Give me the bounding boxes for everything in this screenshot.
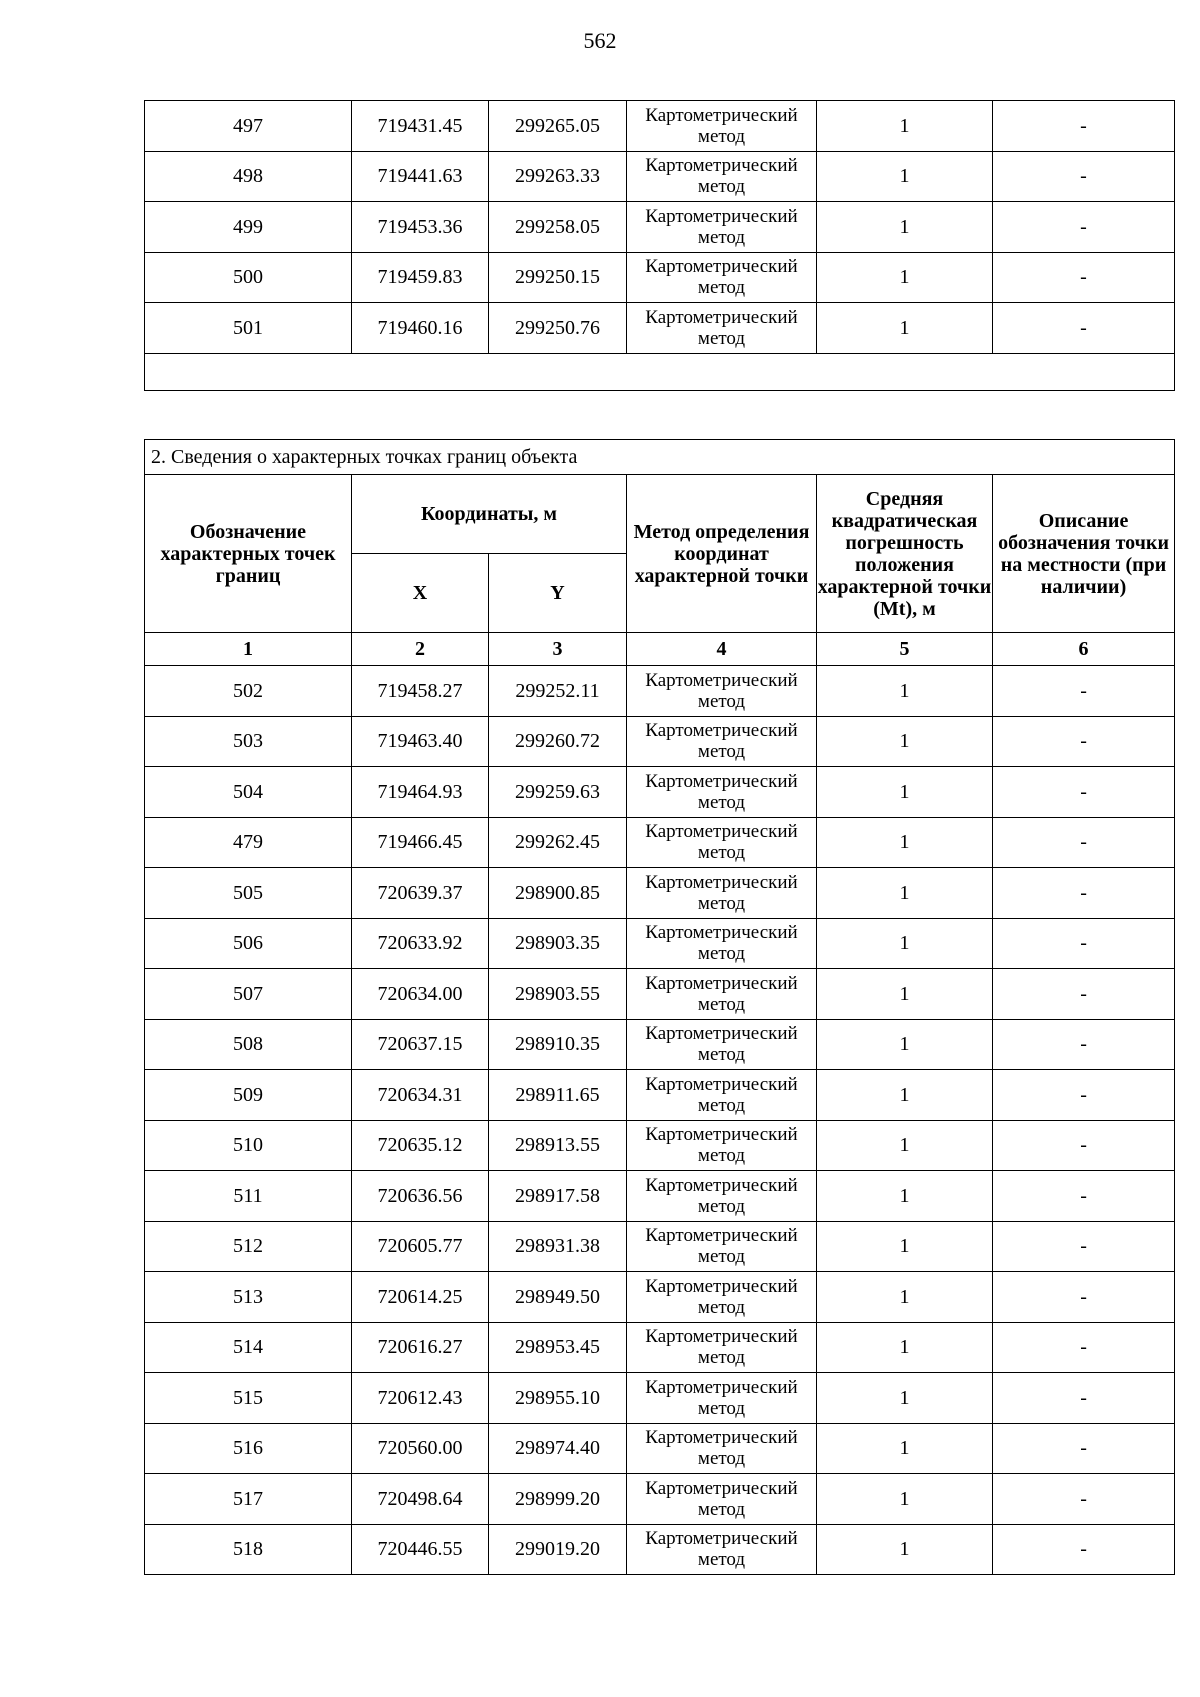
x-cell: 720635.12 — [352, 1120, 489, 1171]
method-cell: Картометрический метод — [627, 1120, 817, 1171]
table-row — [145, 101, 1175, 152]
table-row — [145, 666, 1175, 717]
mt-cell: 1 — [817, 101, 993, 152]
x-cell: 720605.77 — [352, 1221, 489, 1272]
method-cell: Картометрический метод — [627, 101, 817, 152]
point-cell: 502 — [145, 666, 352, 717]
y-cell: 298931.38 — [489, 1221, 627, 1272]
coordinates-table-continued — [144, 100, 1175, 391]
desc-cell: - — [993, 666, 1175, 717]
table-row — [145, 1474, 1175, 1525]
table-row — [145, 918, 1175, 969]
y-cell: 298911.65 — [489, 1070, 627, 1121]
desc-cell: - — [993, 101, 1175, 152]
mt-cell: 1 — [817, 1322, 993, 1373]
point-cell: 506 — [145, 918, 352, 969]
y-cell: 298900.85 — [489, 868, 627, 919]
desc-cell: - — [993, 1221, 1175, 1272]
y-cell: 298949.50 — [489, 1272, 627, 1323]
method-cell: Картометрический метод — [627, 1070, 817, 1121]
header-mt: Средняя квадратическая погрешность положения характерной точки (Mt), м — [817, 475, 993, 633]
point-cell: 500 — [145, 252, 352, 303]
column-number: 5 — [817, 633, 993, 666]
desc-cell: - — [993, 1019, 1175, 1070]
method-cell: Картометрический метод — [627, 1524, 817, 1575]
desc-cell: - — [993, 969, 1175, 1020]
point-cell: 511 — [145, 1171, 352, 1222]
mt-cell: 1 — [817, 1171, 993, 1222]
page-number: 562 — [583, 28, 617, 53]
table-body — [145, 666, 1175, 1575]
method-cell: Картометрический метод — [627, 303, 817, 354]
mt-cell: 1 — [817, 1373, 993, 1424]
x-cell: 720634.31 — [352, 1070, 489, 1121]
y-cell: 298913.55 — [489, 1120, 627, 1171]
mt-cell: 1 — [817, 666, 993, 717]
x-cell: 719464.93 — [352, 767, 489, 818]
method-cell: Картометрический метод — [627, 666, 817, 717]
mt-cell: 1 — [817, 252, 993, 303]
desc-cell: - — [993, 303, 1175, 354]
x-cell: 720446.55 — [352, 1524, 489, 1575]
table-row — [145, 252, 1175, 303]
x-cell: 720560.00 — [352, 1423, 489, 1474]
section-title: 2. Сведения о характерных точках границ объекта — [145, 440, 1175, 475]
method-cell: Картометрический метод — [627, 767, 817, 818]
point-cell: 512 — [145, 1221, 352, 1272]
table-body — [145, 101, 1175, 391]
method-cell: Картометрический метод — [627, 1019, 817, 1070]
point-cell: 514 — [145, 1322, 352, 1373]
mt-cell: 1 — [817, 1272, 993, 1323]
y-cell: 298910.35 — [489, 1019, 627, 1070]
table-row — [145, 817, 1175, 868]
point-cell: 479 — [145, 817, 352, 868]
point-cell: 507 — [145, 969, 352, 1020]
column-number: 6 — [993, 633, 1175, 666]
point-cell: 516 — [145, 1423, 352, 1474]
table-row — [145, 1070, 1175, 1121]
method-cell: Картометрический метод — [627, 1272, 817, 1323]
desc-cell: - — [993, 252, 1175, 303]
method-cell: Картометрический метод — [627, 918, 817, 969]
desc-cell: - — [993, 202, 1175, 253]
method-cell: Картометрический метод — [627, 817, 817, 868]
table-row — [145, 868, 1175, 919]
mt-cell: 1 — [817, 303, 993, 354]
x-cell: 720639.37 — [352, 868, 489, 919]
table-header — [145, 440, 1175, 666]
x-cell: 720616.27 — [352, 1322, 489, 1373]
header-method: Метод определения координат характерной точки — [627, 475, 817, 633]
point-cell: 505 — [145, 868, 352, 919]
x-cell: 719460.16 — [352, 303, 489, 354]
mt-cell: 1 — [817, 1524, 993, 1575]
desc-cell: - — [993, 1322, 1175, 1373]
y-cell: 299252.11 — [489, 666, 627, 717]
y-cell: 299263.33 — [489, 151, 627, 202]
mt-cell: 1 — [817, 1120, 993, 1171]
x-cell: 720636.56 — [352, 1171, 489, 1222]
mt-cell: 1 — [817, 1019, 993, 1070]
x-cell: 720637.15 — [352, 1019, 489, 1070]
y-cell: 299260.72 — [489, 716, 627, 767]
x-cell: 719431.45 — [352, 101, 489, 152]
y-cell: 299019.20 — [489, 1524, 627, 1575]
x-cell: 719458.27 — [352, 666, 489, 717]
y-cell: 299262.45 — [489, 817, 627, 868]
header-coords: Координаты, м — [352, 475, 627, 554]
mt-cell: 1 — [817, 1423, 993, 1474]
header-point: Обозначение характерных точек границ — [145, 475, 352, 633]
table-row — [145, 767, 1175, 818]
y-cell: 298999.20 — [489, 1474, 627, 1525]
desc-cell: - — [993, 817, 1175, 868]
desc-cell: - — [993, 151, 1175, 202]
desc-cell: - — [993, 1423, 1175, 1474]
desc-cell: - — [993, 1474, 1175, 1525]
desc-cell: - — [993, 716, 1175, 767]
y-cell: 298917.58 — [489, 1171, 627, 1222]
mt-cell: 1 — [817, 1474, 993, 1525]
mt-cell: 1 — [817, 151, 993, 202]
x-cell: 719453.36 — [352, 202, 489, 253]
x-cell: 719441.63 — [352, 151, 489, 202]
y-cell: 299265.05 — [489, 101, 627, 152]
mt-cell: 1 — [817, 767, 993, 818]
desc-cell: - — [993, 1373, 1175, 1424]
desc-cell: - — [993, 767, 1175, 818]
mt-cell: 1 — [817, 1070, 993, 1121]
mt-cell: 1 — [817, 969, 993, 1020]
desc-cell: - — [993, 1272, 1175, 1323]
method-cell: Картометрический метод — [627, 969, 817, 1020]
table-row — [145, 1524, 1175, 1575]
table-row — [145, 969, 1175, 1020]
header-y: Y — [489, 554, 627, 633]
table-row — [145, 202, 1175, 253]
x-cell: 720633.92 — [352, 918, 489, 969]
method-cell: Картометрический метод — [627, 1423, 817, 1474]
header-desc: Описание обозначения точки на местности (при наличии) — [993, 475, 1175, 633]
x-cell: 720612.43 — [352, 1373, 489, 1424]
mt-cell: 1 — [817, 918, 993, 969]
y-cell: 298955.10 — [489, 1373, 627, 1424]
table-row — [145, 716, 1175, 767]
desc-cell: - — [993, 1524, 1175, 1575]
y-cell: 298974.40 — [489, 1423, 627, 1474]
mt-cell: 1 — [817, 1221, 993, 1272]
column-number: 2 — [352, 633, 489, 666]
point-cell: 503 — [145, 716, 352, 767]
y-cell: 299259.63 — [489, 767, 627, 818]
column-numbers-row — [145, 633, 1175, 666]
table-row — [145, 1373, 1175, 1424]
method-cell: Картометрический метод — [627, 252, 817, 303]
point-cell: 508 — [145, 1019, 352, 1070]
point-cell: 509 — [145, 1070, 352, 1121]
column-number: 4 — [627, 633, 817, 666]
mt-cell: 1 — [817, 817, 993, 868]
method-cell: Картометрический метод — [627, 202, 817, 253]
y-cell: 299250.76 — [489, 303, 627, 354]
table-row — [145, 1171, 1175, 1222]
header-x: X — [352, 554, 489, 633]
x-cell: 719459.83 — [352, 252, 489, 303]
boundary-points-table — [144, 439, 1175, 1575]
table-row — [145, 1120, 1175, 1171]
table-row — [145, 1322, 1175, 1373]
table-row — [145, 1221, 1175, 1272]
desc-cell: - — [993, 868, 1175, 919]
method-cell: Картометрический метод — [627, 151, 817, 202]
section-title-row — [145, 440, 1175, 475]
point-cell: 504 — [145, 767, 352, 818]
x-cell: 720614.25 — [352, 1272, 489, 1323]
method-cell: Картометрический метод — [627, 1322, 817, 1373]
method-cell: Картометрический метод — [627, 1474, 817, 1525]
point-cell: 518 — [145, 1524, 352, 1575]
mt-cell: 1 — [817, 716, 993, 767]
y-cell: 298903.35 — [489, 918, 627, 969]
column-number: 3 — [489, 633, 627, 666]
x-cell: 720634.00 — [352, 969, 489, 1020]
desc-cell: - — [993, 1070, 1175, 1121]
x-cell: 719466.45 — [352, 817, 489, 868]
y-cell: 299250.15 — [489, 252, 627, 303]
y-cell: 299258.05 — [489, 202, 627, 253]
mt-cell: 1 — [817, 202, 993, 253]
mt-cell: 1 — [817, 868, 993, 919]
point-cell: 515 — [145, 1373, 352, 1424]
table-row — [145, 303, 1175, 354]
header-row — [145, 475, 1175, 554]
method-cell: Картометрический метод — [627, 716, 817, 767]
method-cell: Картометрический метод — [627, 1171, 817, 1222]
point-cell: 501 — [145, 303, 352, 354]
table-row — [145, 151, 1175, 202]
point-cell: 498 — [145, 151, 352, 202]
table-row — [145, 1019, 1175, 1070]
point-cell: 513 — [145, 1272, 352, 1323]
point-cell: 510 — [145, 1120, 352, 1171]
desc-cell: - — [993, 918, 1175, 969]
column-number: 1 — [145, 633, 352, 666]
empty-row — [145, 353, 1175, 390]
empty-cell — [145, 353, 1175, 390]
point-cell: 499 — [145, 202, 352, 253]
x-cell: 720498.64 — [352, 1474, 489, 1525]
method-cell: Картометрический метод — [627, 868, 817, 919]
desc-cell: - — [993, 1171, 1175, 1222]
y-cell: 298903.55 — [489, 969, 627, 1020]
method-cell: Картометрический метод — [627, 1373, 817, 1424]
table-row — [145, 1272, 1175, 1323]
desc-cell: - — [993, 1120, 1175, 1171]
method-cell: Картометрический метод — [627, 1221, 817, 1272]
point-cell: 497 — [145, 101, 352, 152]
table-row — [145, 1423, 1175, 1474]
point-cell: 517 — [145, 1474, 352, 1525]
x-cell: 719463.40 — [352, 716, 489, 767]
y-cell: 298953.45 — [489, 1322, 627, 1373]
